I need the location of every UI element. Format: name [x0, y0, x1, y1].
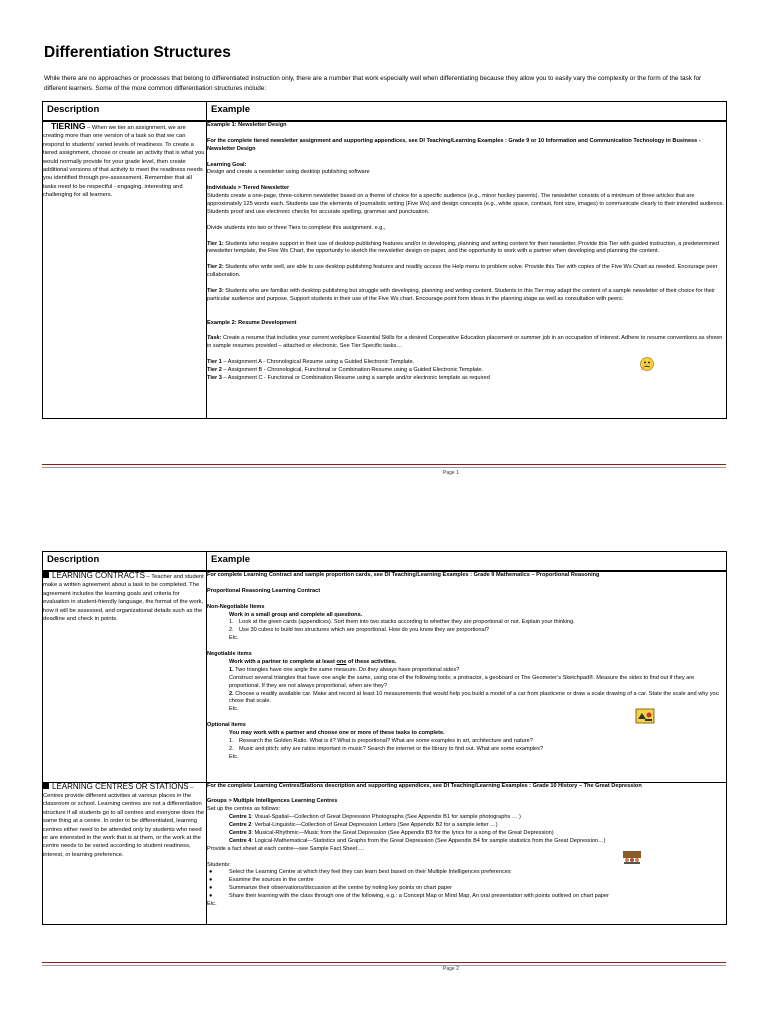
tiering-description-cell: [43, 121, 207, 418]
neg-subheading: Work with a partner to complete at least one of these activities.: [229, 658, 397, 665]
centres-description-cell: [43, 782, 207, 924]
neg-heading: Negotiable items: [207, 651, 252, 658]
page1-number: Page 1: [443, 470, 459, 476]
example-header: Example: [207, 102, 727, 122]
student-item-1: ● Select the Learning Centre at which they feel they can learn best based on their Multiple Intelligences preferences: [209, 869, 511, 876]
example-header-2: Example: [207, 552, 727, 572]
resume-tier-1: Tier 1 – Assignment A - Chronological Resume using a Guided Electronic Template.: [207, 359, 415, 366]
neg-item-1: 1. Two triangles have one angle the same measure. Do they always have proportional sides?: [229, 666, 460, 673]
structures-table-page1: [42, 101, 727, 419]
resume-task: Task: Create a resume that includes your current workplace Essential Skills for a desired Cooperative Education placement or summer job in an occupation of interest. Adhere to resume conventions as shown in sample resumes provided – attached or electronic. See Tier Specific tasks…: [207, 335, 723, 350]
nonneg-etc: Etc.: [229, 635, 239, 642]
example1-heading: Example 1: Newsletter Design: [207, 122, 287, 128]
page1-footer-rule-2: [42, 467, 726, 468]
centre-2: Centre 2: Verbal-Linguistic—Collection of Great Depression Letters (See Appendix B2 for a sample letter …): [229, 822, 498, 829]
tiering-title: TIERING: [51, 121, 86, 131]
centres-fact-sheet: Provide a fact sheet at each centre—see Sample Fact Sheet….: [207, 845, 365, 852]
student-item-4: ● Share their learning with the class through one of the following, e.g.: a Concept Map or Mind Map, An oral presentation with points outlined on chart paper: [209, 893, 609, 900]
tier3-paragraph: Tier 3: Students who are familiar with desktop publishing but struggle with developing, planning and writing content. Students in this Tier may adapt the content of a sample newsletter of their choice for their particular audience and purpose. Support students in their use of the Five Ws chart. Encourage point form ideas in the planning stage as well as consultation with peers.: [207, 287, 715, 302]
centres-description: – Centres provide different activities at various places in the classroom or school. Learning centres are not a differentiation structure if all students go to all centres and everyone does the same thing at a centre. In order to be differentiated, learning centres either need to be attended only by students who need or are interested in the work that is at them, or the work at the centre needs to be varied according to student readiness, interest, or learning preference.: [43, 784, 205, 858]
individuals-path: Individuals > Tiered Newsletter: [207, 185, 290, 192]
thinking-face-icon: [639, 356, 655, 372]
description-header: Description: [43, 102, 207, 122]
tiering-example-cell: [207, 121, 727, 418]
intro-paragraph: While there are no approaches or processes that belong to differentiated instruction only, there are a number that work especially well when differentiating because they allow you to easily vary the complexity or the form of the task for different learners. Some of the more common differentiation structures include:: [44, 75, 702, 92]
tier1-paragraph: Tier 1: Students who require support in their use of desktop publishing features and/or in developing, planning and writing content for their newsletter. Provide this Tier with guided instruction, a predetermined newsletter template, the Five Ws Chart, the opportunity to sketch the newsletter design on paper, and the opportunity to work with a partner when developing and planning the content.: [207, 240, 720, 255]
centre-4: Centre 4: Logical-Mathematical—Statistics and Graphs from the Great Depression (See Appendix B4 for sample statistics from the Great Depression…): [229, 837, 606, 844]
structures-table-page2: [42, 551, 727, 925]
newsletter-task: Students create a one-page, three-column newsletter based on a theme of choice for a specific audience (e.g., minor hockey parents). The newsletter consists of a minimum of three articles that are approximately 125 words each. Students use the elements of journalistic writing (Five Ws) and design concepts (e.g., white space, contrast, font size, images) to communicate clearly to their intended audience. Students proof and use electronic checks for accurate spelling, grammar and punctuation.: [207, 193, 725, 215]
optional-etc: Etc.: [229, 753, 239, 760]
resume-tier-3: Tier 3 – Assignment C - Functional or Combination Resume using a sample and/or electronic template as required: [207, 374, 490, 381]
nonneg-item-2: 2. Use 30 cubes to build two structures which are proportional. How do you know they are proportional?: [229, 627, 489, 634]
page2-footer-rule: [42, 962, 726, 963]
nonneg-item-1: 1. Look at the given cards (appendices). Sort them into two stacks according to whether they are proportional or not. Explain your thinking.: [229, 619, 575, 626]
student-item-2: ● Examine the sources in the centre: [209, 877, 314, 884]
centres-title: LEARNING CENTRES OR STATIONS: [52, 781, 189, 791]
centres-setup: Set up the centres as follows:: [207, 806, 281, 813]
optional-heading: Optional items: [207, 722, 246, 729]
page2-footer-rule-2: [42, 965, 726, 966]
centres-etc: Etc.: [207, 901, 217, 908]
page2-number: Page 2: [443, 966, 459, 972]
contracts-description: – Teacher and student make a written agreement about a task to be completed. The agreement includes the learning goals and criteria for evaluation in student-friendly language, the format of the work, how it will be assessed, and organizational details such as the deadline and check in points.: [43, 574, 204, 623]
page-title: Differentiation Structures: [44, 44, 231, 61]
contracts-subtitle: Proportional Reasoning Learning Contract: [207, 587, 321, 594]
optional-item-2: 2. Music and pitch: why are ratios important in music? Search the internet or the library to find out. What are some examples?: [229, 745, 544, 752]
neg-item-2: 2. Choose a readily available car. Make and record at least 10 measurements that would help you build a model of a car from plasticene or draw a scale drawing of a car. State the scale and why you chose that scale.: [229, 690, 719, 705]
centres-example-cell: [207, 782, 727, 924]
tier2-paragraph: Tier 2: Students who write well, are able to use desktop publishing features and readily access the Help menu to problem solve. Provide this Tier with copies of the Five Ws Chart as needed. Encourage peer collaboration.: [207, 264, 718, 279]
neg-item-1-detail: Construct several triangles that have one angle the same, using one of the following tools; a protractor, a geoboard or The Geometer’s Sketchpad®. Measure the sides to find out if they are proportional. If they are not always proportional, when are they?: [229, 674, 695, 689]
centres-reference: For the complete Learning Centres/Stations description and supporting appendices, see DI Teaching/Learning Examples : Grade 10 History – The Great Depression: [207, 782, 642, 789]
example1-reference: For the complete tiered newsletter assignment and supporting appendices, see DI Teaching/Learning Examples : Grade 9 or 10 Information and Communication Technology in Business - Newsletter Design: [207, 137, 701, 152]
nonneg-heading: Non-Negotiable Items: [207, 603, 265, 610]
square-bullet-icon: [43, 783, 49, 789]
neg-etc: Etc.: [229, 706, 239, 713]
square-bullet-icon: [43, 572, 49, 578]
contracts-description-cell: [43, 571, 207, 782]
page1-footer-rule: [42, 464, 726, 465]
resume-tier-2: Tier 2 – Assignment B - Chronological, Functional or Combination Resume using a Guided Electronic Template.: [207, 366, 484, 373]
optional-item-1: 1. Research the Golden Ratio. What is it? What is proportional? What are some examples in art, architecture and nature?: [229, 737, 533, 744]
learning-goal-label: Learning Goal:: [207, 161, 247, 168]
learning-goal-text: Design and create a newsletter using desktop publishing software: [207, 169, 370, 176]
contracts-title: LEARNING CONTRACTS: [52, 571, 145, 580]
example2-heading: Example 2: Resume Development: [207, 319, 297, 326]
students-label: Students:: [207, 861, 231, 868]
student-item-3: ● Summarize their observations/discussion at the centre by noting key points on chart paper: [209, 885, 452, 892]
description-header-2: Description: [43, 552, 207, 572]
contracts-example-cell: [207, 571, 727, 782]
car-building-icon: [635, 708, 655, 724]
centre-3: Centre 3: Musical-Rhythmic—Music from the Great Depression (See Appendix B3 for the lyrics for a song of the Great Depression): [229, 829, 554, 836]
centres-path: Groups > Multiple Intelligences Learning Centres: [207, 798, 338, 805]
contracts-reference: For complete Learning Contract and sample proportion cards, see DI Teaching/Learning Examples : Grade 9 Mathematics – Proportional Reasoning: [207, 572, 600, 578]
centre-1: Centre 1: Visual-Spatial—Collection of Great Depression Photographs (See Appendix B1 for sample photographs … ): [229, 814, 521, 821]
nonneg-subheading: Work in a small group and complete all questions.: [229, 611, 363, 618]
divide-instruction: Divide students into two or three Tiers to complete this assignment. e.g.,: [207, 224, 386, 231]
optional-subheading: You may work with a partner and choose one or more of these tasks to complete.: [229, 730, 445, 737]
classroom-icon: [621, 849, 643, 865]
tiering-description: – When we tier an assignment, we are creating more than one version of a task so that we can respond to students’ varied levels of readiness. To create a tiered assignment, choose or create an activity that is what you would normally provide for your grade level, then create additional versions of that activity to meet the readiness needs you identified through pre-assessment. Remember that all tasks need to be respectful - engaging, interesting and challenging for all learners.: [43, 125, 205, 199]
